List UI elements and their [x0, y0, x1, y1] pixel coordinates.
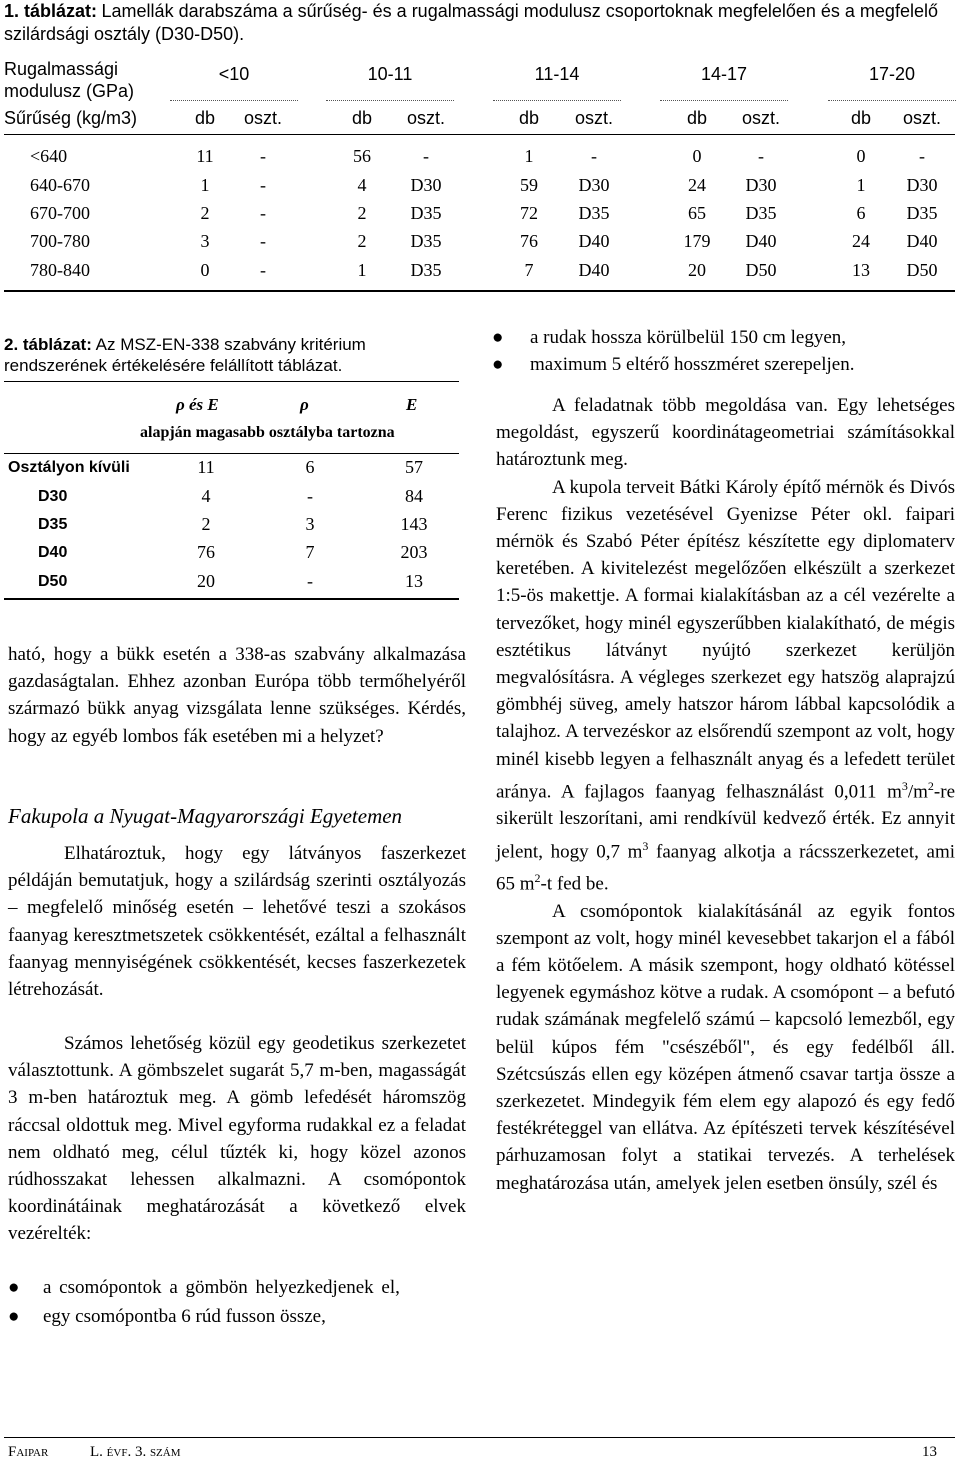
subheader-db: db [518, 108, 540, 128]
table-row-label: D50 [38, 573, 68, 590]
table-cell: 13 [852, 260, 870, 280]
table-cell: 2 [357, 203, 367, 223]
subheader-oszt: oszt. [406, 108, 445, 128]
table2-caption [4, 334, 454, 376]
group-header: 14-17 [700, 64, 748, 84]
subheader-db: db [850, 108, 872, 128]
table-cell: 3 [200, 231, 210, 251]
bullet-text: a rudak hossza körülbelül 150 cm legyen, [530, 327, 847, 348]
sup-2b: 2 [534, 871, 541, 886]
table-row-label: D40 [38, 544, 68, 561]
corner-label-line1: Rugalmassági [4, 59, 119, 79]
subheader-oszt: oszt. [574, 108, 613, 128]
group-underline [326, 100, 454, 101]
group-header: 17-20 [868, 64, 916, 84]
sup-3b: 3 [642, 838, 649, 853]
subheader-db: db [194, 108, 216, 128]
footer-volume: L. évf. 3. szám [90, 1444, 181, 1460]
table-cell: 1 [524, 146, 534, 166]
table-cell: 4 [357, 175, 367, 195]
density-label: Sűrűség (kg/m3) [4, 108, 138, 128]
table-cell: - [758, 146, 764, 166]
left-paragraph-2: Elhatároztuk, hogy egy látványos faszerkezet példáján bemutatjuk, hogy a szilárdság szerinti osztályozás – megfelelő minőség esetén – lehetővé teszi a szokásos faanyag keresztmetszetek csökkentését, ezáltal a felhasznált faanyag mennyiségének csökkentését, kecses faszerkezetek létrehozását. [8, 843, 466, 1001]
table-cell: 1 [856, 175, 866, 195]
list-item [8, 1303, 470, 1330]
table-cell: - [260, 260, 266, 280]
table-cell: D50 [906, 260, 938, 280]
table2-caption-number: 2. táblázat: [4, 335, 92, 354]
table-cell: - [919, 146, 925, 166]
table-cell: D40 [745, 231, 777, 251]
table-cell: D35 [745, 203, 777, 223]
table-cell: 84 [405, 486, 423, 506]
table-cell: 6 [305, 457, 315, 477]
subheader-oszt: oszt. [243, 108, 282, 128]
table-cell: D40 [578, 231, 610, 251]
table1-bottom-rule [4, 290, 955, 292]
table-cell: - [260, 146, 266, 166]
table-cell: 0 [856, 146, 866, 166]
unit-m: m [887, 781, 902, 803]
table-cell: - [591, 146, 597, 166]
bullet-text: a csomópontok a gömbön helyezkedjenek el, [43, 1277, 400, 1298]
table2-subheader: alapján magasabb osztályba tartozna [140, 424, 395, 441]
table-cell: 1 [200, 175, 210, 195]
table-cell: 7 [305, 542, 315, 562]
table-cell: 2 [200, 203, 210, 223]
table-cell: - [423, 146, 429, 166]
section-heading: Fakupola a Nyugat-Magyarországi Egyetemen [8, 804, 403, 828]
table-cell: 72 [520, 203, 538, 223]
table-cell: 143 [400, 514, 428, 534]
group-underline [493, 100, 621, 101]
table-cell: D40 [906, 231, 938, 251]
left-paragraph-1: ható, hogy a bükk esetén a 338-as szabvány alkalmazása gazdaságtalan. Ehhez azonban Európa több termőhelyéről származó bükk anyag vizsgálata lenne szükséges. Kérdés, hogy az egyéb lombos fák esetében mi a helyzet? [8, 644, 466, 747]
sup-3: 3 [901, 778, 908, 793]
table2-col1-header: ρ és E [176, 395, 219, 414]
table-cell: D35 [410, 260, 442, 280]
list-item [8, 1274, 470, 1301]
group-underline [828, 100, 956, 101]
table-cell: 2 [357, 231, 367, 251]
sup-2: 2 [927, 778, 934, 793]
right-bullet-list [492, 324, 954, 378]
bullet-text: egy csomópontba 6 rúd fusson össze, [43, 1306, 326, 1327]
table-cell: 59 [520, 175, 538, 195]
table-cell: 65 [688, 203, 706, 223]
table-cell: 20 [688, 260, 706, 280]
subheader-oszt: oszt. [902, 108, 941, 128]
subheader-db: db [351, 108, 373, 128]
table-cell: 20 [197, 571, 215, 591]
footer-page-number: 13 [922, 1444, 937, 1460]
footer-rule [4, 1437, 955, 1438]
table-cell: 57 [405, 457, 423, 477]
table-cell: - [260, 203, 266, 223]
table-cell: 76 [520, 231, 538, 251]
bullet-text: maximum 5 eltérő hosszméret szerepeljen. [530, 354, 855, 375]
table-cell: - [260, 231, 266, 251]
table-cell: 179 [683, 231, 711, 251]
table-cell: 0 [200, 260, 210, 280]
table-cell: 3 [305, 514, 315, 534]
table-cell: - [260, 175, 266, 195]
table2-bottom-rule [4, 598, 459, 600]
table-cell: - [307, 571, 313, 591]
table-cell: - [307, 486, 313, 506]
table-cell: D35 [578, 203, 610, 223]
table-row-label: Osztályon kívüli [8, 459, 130, 476]
left-paragraph-3: Számos lehetőség közül egy geodetikus szerkezetet választottunk. A gömbszelet sugarát 5,7 m-ben, magasságát 3 m-ben határoztuk meg. A gömb lefedését háromszög ráccsal oldottuk meg. Mivel egyforma rudakkal ez a feladat nem oldható meg, célul tűzték ki, hogy közel azonos rúdhosszakat lehessen alkalmazni. A csomópontok koordinátáinak meghatározását a következő elvek vezérelték: [8, 1033, 466, 1245]
table-cell: 203 [400, 542, 428, 562]
table-cell: D35 [410, 203, 442, 223]
table2-top-rule [4, 381, 459, 382]
table-cell: D40 [578, 260, 610, 280]
p2-tail2: faanyag alkotja a rácsszerkezetet, ami 65 m [496, 840, 956, 895]
table1-caption [4, 0, 954, 46]
group-underline [660, 100, 788, 101]
p2-tail3: -t fed be. [540, 873, 609, 895]
table-cell: 24 [688, 175, 706, 195]
table-row-label: 780-840 [30, 260, 90, 280]
table-row-label: D30 [38, 488, 68, 505]
table-cell: 56 [353, 146, 371, 166]
table-cell: 6 [856, 203, 866, 223]
right-paragraph-2 [496, 474, 955, 898]
table-cell: D30 [906, 175, 938, 195]
table2-col2-header: ρ [300, 395, 309, 414]
table1-header-rule [4, 134, 955, 135]
table-cell: 11 [197, 457, 215, 477]
table-row-label: D35 [38, 516, 68, 533]
table-cell: 1 [357, 260, 367, 280]
table-cell: 11 [196, 146, 214, 166]
table-row-label: 700-780 [30, 231, 90, 251]
table-cell: D30 [410, 175, 442, 195]
bullet-icon: ● [8, 1306, 20, 1327]
table-cell: D35 [410, 231, 442, 251]
table-cell: 2 [201, 514, 211, 534]
group-header: <10 [218, 64, 250, 84]
table1-caption-number: 1. táblázat: [4, 1, 98, 21]
table2-col3-header: E [406, 395, 418, 414]
table-cell: 13 [405, 571, 423, 591]
right-column-text [496, 392, 955, 1197]
table-cell: D30 [578, 175, 610, 195]
table-cell: 4 [201, 486, 211, 506]
table-cell: D50 [745, 260, 777, 280]
table1-corner-label [4, 58, 134, 102]
p2-tail: -re sikerült leszorítani, ami rendkívül kedvező érték. Ez annyit jelent, hogy 0,7 m [496, 781, 956, 862]
right-paragraph-1: A feladatnak több megoldása van. Egy lehetséges megoldást, egyszerű koordinátageometriai számításokkal határoztunk meg. [496, 395, 955, 471]
right-paragraph-3: A csomópontok kialakításánál az egyik fontos szempont az volt, hogy minél kevesebbet takarjon el a fából a fém kötőelem. A másik szempont, hogy oldható kötéssel legyenek egymáshoz kötve a rudak. A csomópont – a befutó rudak számának megfelelő számú – kapcsoló lemezből, egy belül kúpos fém "csészéből", és egy fedélből áll. Szétcsúszás ellen egy középen átmenő csavar tartja össze a szerkezetet. Mindegyik fém elem egy alapozó és egy fedő festékréteggel van ellátva. Az építészeti tervek készítésével párhuzamosan folyt a statikai tervezés. A terhelések meghatározása után, amelyek jelen esetben önsúly, szél és [496, 900, 955, 1194]
subheader-db: db [686, 108, 708, 128]
footer-journal: Faipar [8, 1444, 49, 1460]
table-cell: 24 [852, 231, 870, 251]
table-cell: D35 [906, 203, 938, 223]
p2-text: A kupola terveit Bátki Károly építő mérnök és Divós Ferenc fizikus vezetésével Gyenizse Péter okl. faipari mérnök és Szabó Péter építész készítette egy diplomaterv keretében. A kivitelezést megelőzően elkészült a szerkezet 1:5-ös makettje. A formai kialakításban az a cél vezérelte a tervezőket, hogy minél egyszerűbben kialakítható, de mégis esztétikus látványt nyújtó szerkezet kerüljön megvalósításra. A végleges szerkezet egy hatszög alaprajzú gömbhéj süveg, amely hatszor három lábbal kapcsolódik a talajhoz. A tervezéskor az elsőrendű szempont az volt, hogy minél kisebb legyen a felhasznált anyag és a lefedett terület aránya. A fajlagos faanyag felhasználást 0,011 [496, 476, 955, 803]
table1-caption-text: Lamellák darabszáma a sűrűség- és a rugalmassági modulusz csoportoknak megfelelően és a megfelelő szilárdsági osztály (D30-D50). [4, 1, 938, 44]
table-cell: D30 [745, 175, 777, 195]
table-row-label: 640-670 [30, 175, 90, 195]
table-row-label: <640 [30, 146, 68, 166]
table-cell: 76 [197, 542, 215, 562]
table2-header-rule [4, 453, 459, 454]
table-cell: 7 [524, 260, 534, 280]
group-header: 10-11 [367, 64, 413, 84]
unit-per-m: /m [907, 781, 928, 803]
bullet-icon: ● [8, 1277, 20, 1298]
table-cell: 0 [692, 146, 702, 166]
subheader-oszt: oszt. [741, 108, 780, 128]
group-underline [170, 100, 298, 101]
table2-caption-text: Az MSZ-EN-338 szabvány kritérium rendszerének értékelésére felállított táblázat. [4, 335, 366, 375]
corner-label-line2: modulusz (GPa) [4, 81, 135, 101]
list-item [492, 351, 954, 378]
list-item [492, 324, 954, 351]
bullet-icon: ● [492, 354, 504, 375]
group-header: 11-14 [534, 64, 580, 84]
left-bullet-list [8, 1274, 470, 1330]
table-row-label: 670-700 [30, 203, 90, 223]
bullet-icon: ● [492, 327, 504, 348]
